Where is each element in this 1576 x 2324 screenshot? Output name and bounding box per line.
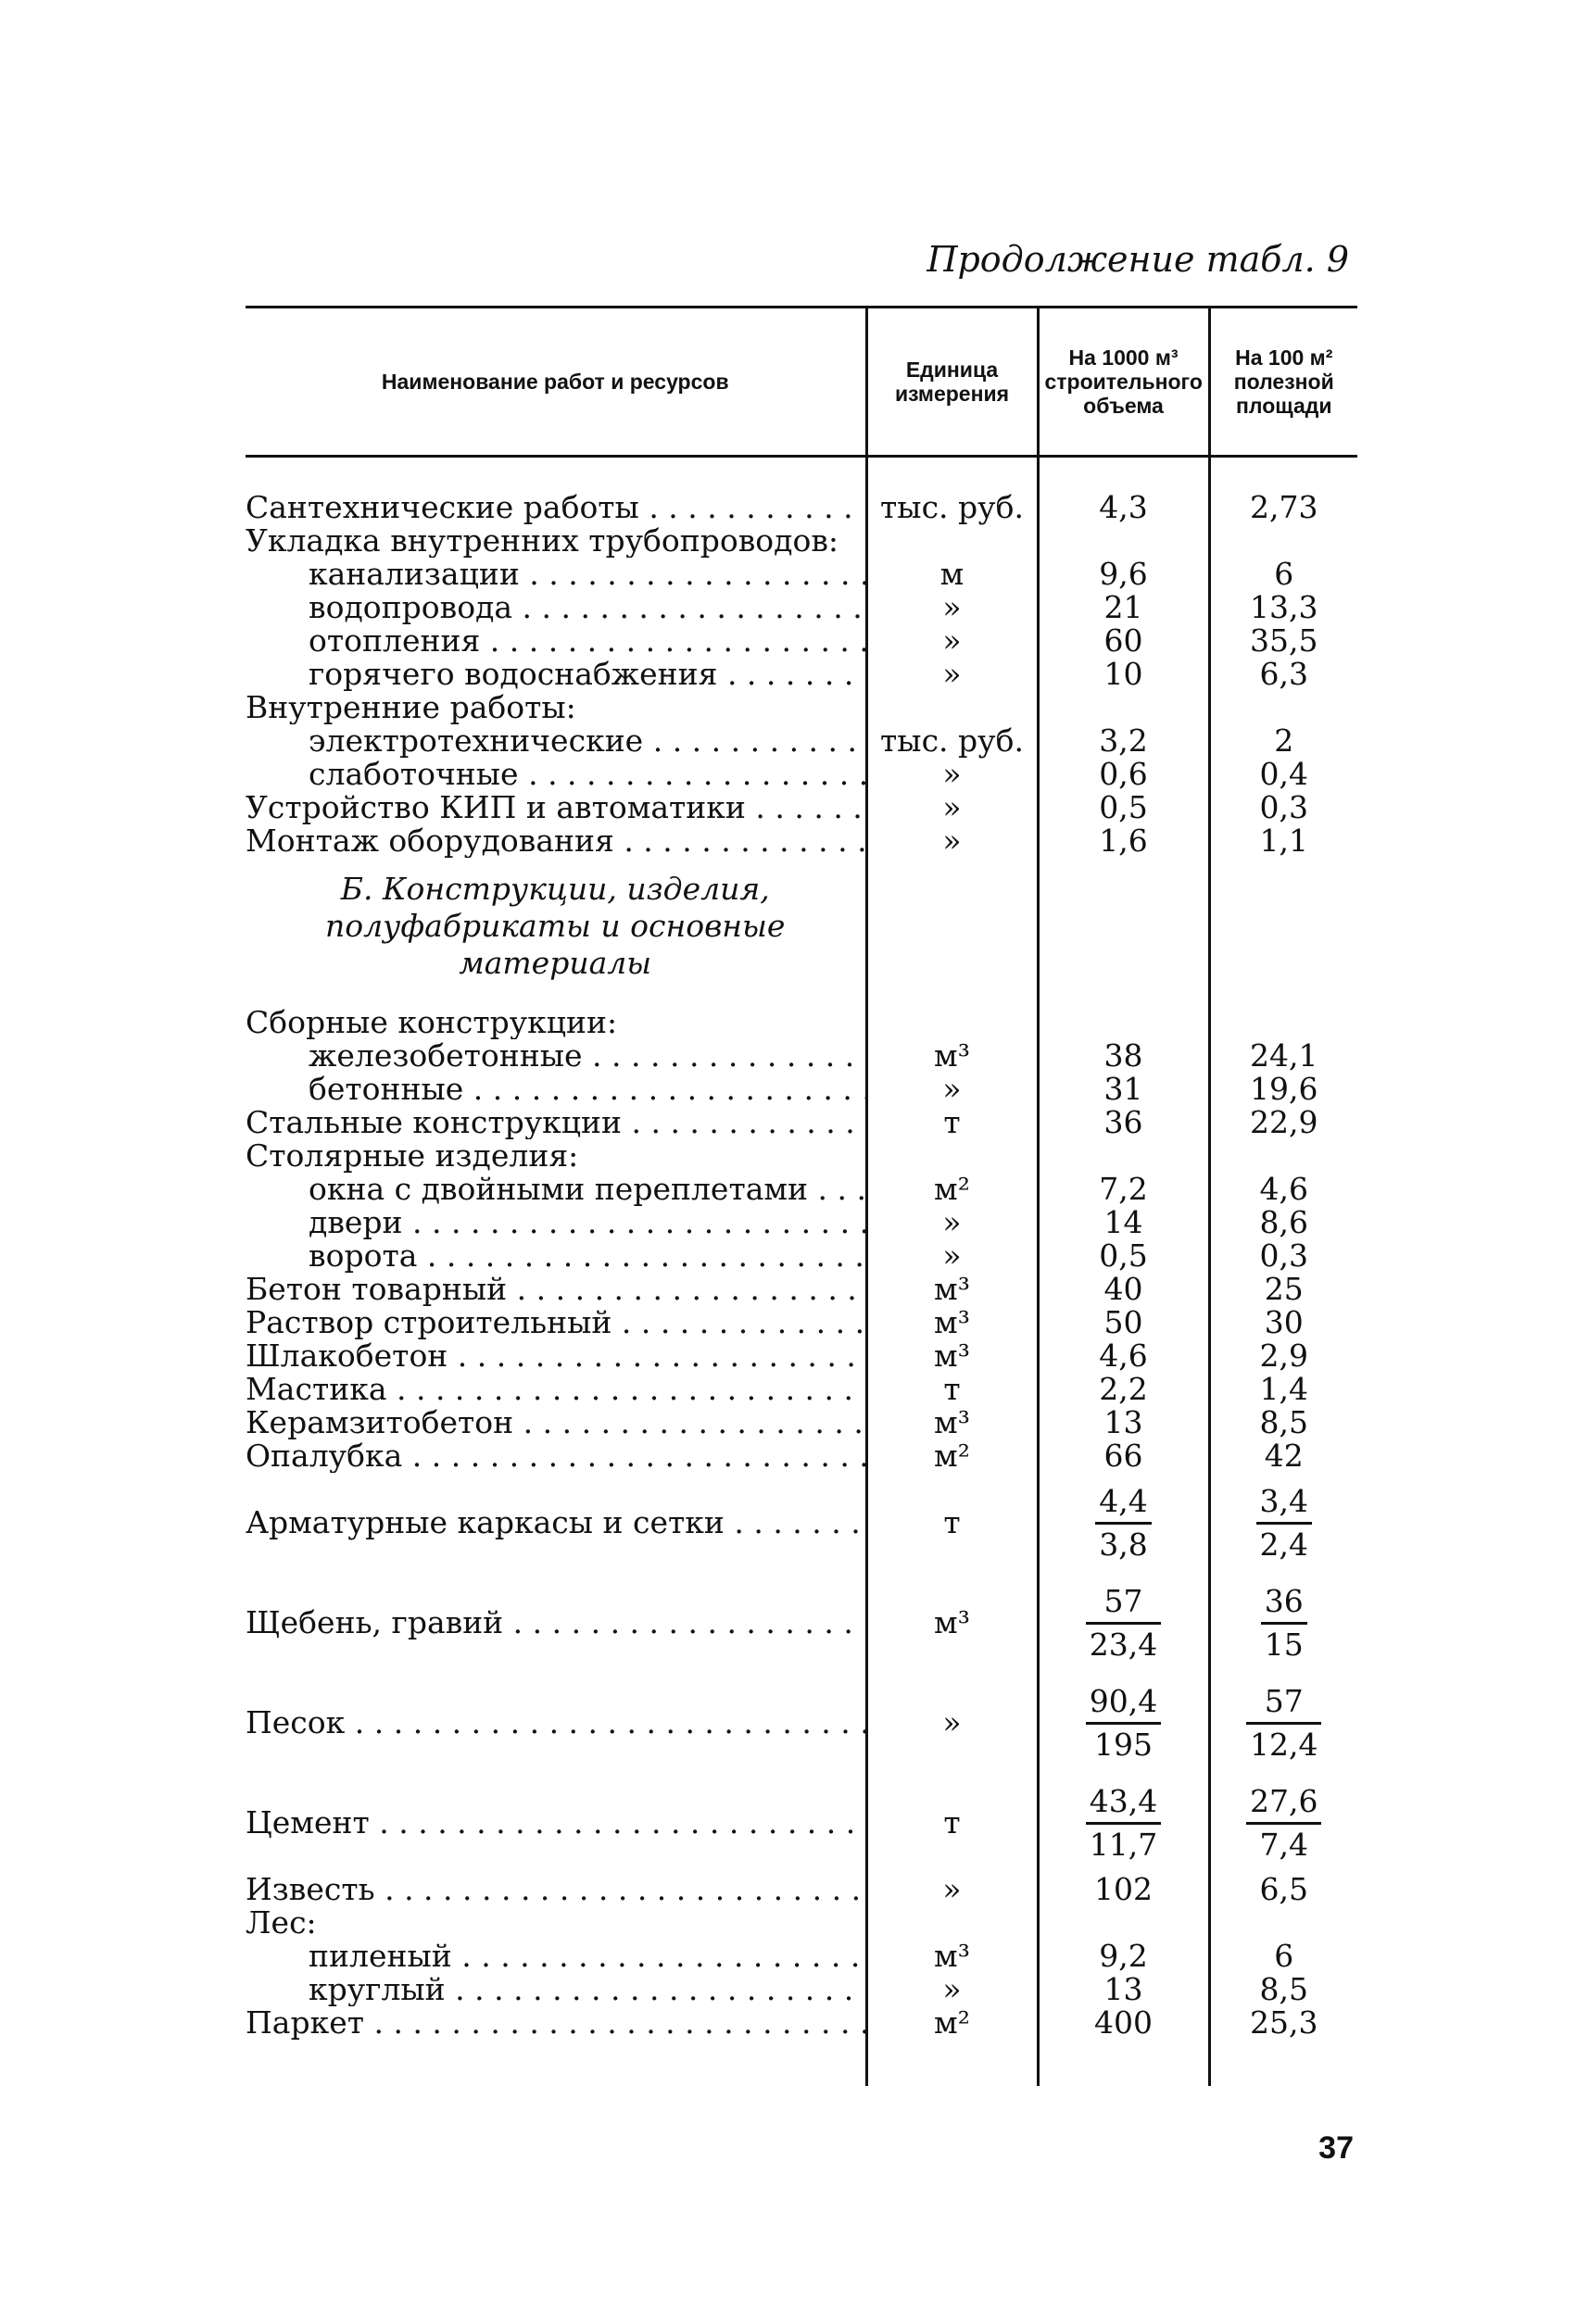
header-unit: Единица измерения xyxy=(866,308,1038,457)
table-row: Известь . . . » 102 6,5 xyxy=(246,1873,1357,1906)
table-row: окна с двойными переплетами . . . м² 7,2 4,6 xyxy=(246,1173,1357,1206)
fraction: $\frac{90,4}{195}$ xyxy=(1086,1681,1161,1765)
table-row: Укладка внутренних трубопроводов: xyxy=(246,524,1357,558)
table-row: Устройство КИП и автоматики . . . » 0,5 0,3 xyxy=(246,791,1357,824)
table-row: Щебень, гравий . . . м³ $\frac{57}{23,4}$ $\frac{36}{15}$ xyxy=(246,1573,1357,1673)
fraction: $\frac{3,4}{2,4}$ xyxy=(1256,1481,1312,1565)
table-row: Лес: xyxy=(246,1906,1357,1940)
fraction: $\frac{43,4}{11,7}$ xyxy=(1086,1781,1161,1865)
header-per-100: На 100 м² полезной площади xyxy=(1209,308,1357,457)
table-row: Мастика . . . т 2,2 1,4 xyxy=(246,1373,1357,1406)
table-row: Керамзитобетон . . . м³ 13 8,5 xyxy=(246,1406,1357,1439)
table-row: Сантехнические работы . . . тыс. руб. 4,3 2,73 xyxy=(246,491,1357,524)
table-row: ворота . . . » 0,5 0,3 xyxy=(246,1239,1357,1273)
table-row: Стальные конструкции . . . т 36 22,9 xyxy=(246,1106,1357,1139)
table-row: водопровода . . . » 21 13,3 xyxy=(246,591,1357,624)
table-row: Столярные изделия: xyxy=(246,1139,1357,1173)
table-row: двери . . . » 14 8,6 xyxy=(246,1206,1357,1239)
table-row: отопления . . . » 60 35,5 xyxy=(246,624,1357,658)
table-row: Песок . . . » $\frac{90,4}{195}$ $\frac{57}{12,4}$ xyxy=(246,1673,1357,1773)
table-row: Шлакобетон . . . м³ 4,6 2,9 xyxy=(246,1339,1357,1373)
fraction: $\frac{57}{12,4}$ xyxy=(1246,1681,1321,1765)
section-heading: Б. Конструкции, изделия, полуфабрикаты и основные материалы xyxy=(325,871,786,981)
table-row: слаботочные . . . » 0,6 0,4 xyxy=(246,758,1357,791)
header-row xyxy=(246,308,1357,457)
table-row: горячего водоснабжения . . . » 10 6,3 xyxy=(246,658,1357,691)
table-row: пиленый . . . м³ 9,2 6 xyxy=(246,1940,1357,1973)
table-caption: Продолжение табл. 9 xyxy=(927,239,1349,280)
table-row: электротехнические . . . тыс. руб. 3,2 2 xyxy=(246,724,1357,758)
page-number: 37 xyxy=(1318,2130,1354,2166)
header-name: Наименование работ и ресурсов xyxy=(246,308,866,457)
fraction: $\frac{4,4}{3,8}$ xyxy=(1095,1481,1151,1565)
spacer-row xyxy=(246,457,1357,492)
section-heading-row xyxy=(246,858,1357,1006)
table-row: Опалубка . . . м² 66 42 xyxy=(246,1439,1357,1473)
header-per-1000: На 1000 м³ строительного объема xyxy=(1038,308,1209,457)
table-row: канализации . . . м 9,6 6 xyxy=(246,558,1357,591)
table-row: Цемент . . . т $\frac{43,4}{11,7}$ $\frac{27,6}{7,4}$ xyxy=(246,1773,1357,1873)
table-row: бетонные . . . » 31 19,6 xyxy=(246,1073,1357,1106)
table-row: круглый . . . » 13 8,5 xyxy=(246,1973,1357,2006)
fraction: $\frac{27,6}{7,4}$ xyxy=(1246,1781,1321,1865)
table-row: Паркет . . . м² 400 25,3 xyxy=(246,2006,1357,2040)
resources-table xyxy=(246,306,1357,2086)
spacer-row xyxy=(246,2040,1357,2086)
table-row: Бетон товарный . . . м³ 40 25 xyxy=(246,1273,1357,1306)
table-row: Монтаж оборудования . . . » 1,6 1,1 xyxy=(246,824,1357,858)
table-row: Арматурные каркасы и сетки . . . т $\frac{4,4}{3,8}$ $\frac{3,4}{2,4}$ xyxy=(246,1473,1357,1573)
table-row: железобетонные . . . м³ 38 24,1 xyxy=(246,1039,1357,1073)
table-row: Внутренние работы: xyxy=(246,691,1357,724)
table-row: Раствор строительный . . . м³ 50 30 xyxy=(246,1306,1357,1339)
fraction: $\frac{36}{15}$ xyxy=(1261,1581,1307,1665)
fraction: $\frac{57}{23,4}$ xyxy=(1086,1581,1161,1665)
table-row: Сборные конструкции: xyxy=(246,1006,1357,1039)
